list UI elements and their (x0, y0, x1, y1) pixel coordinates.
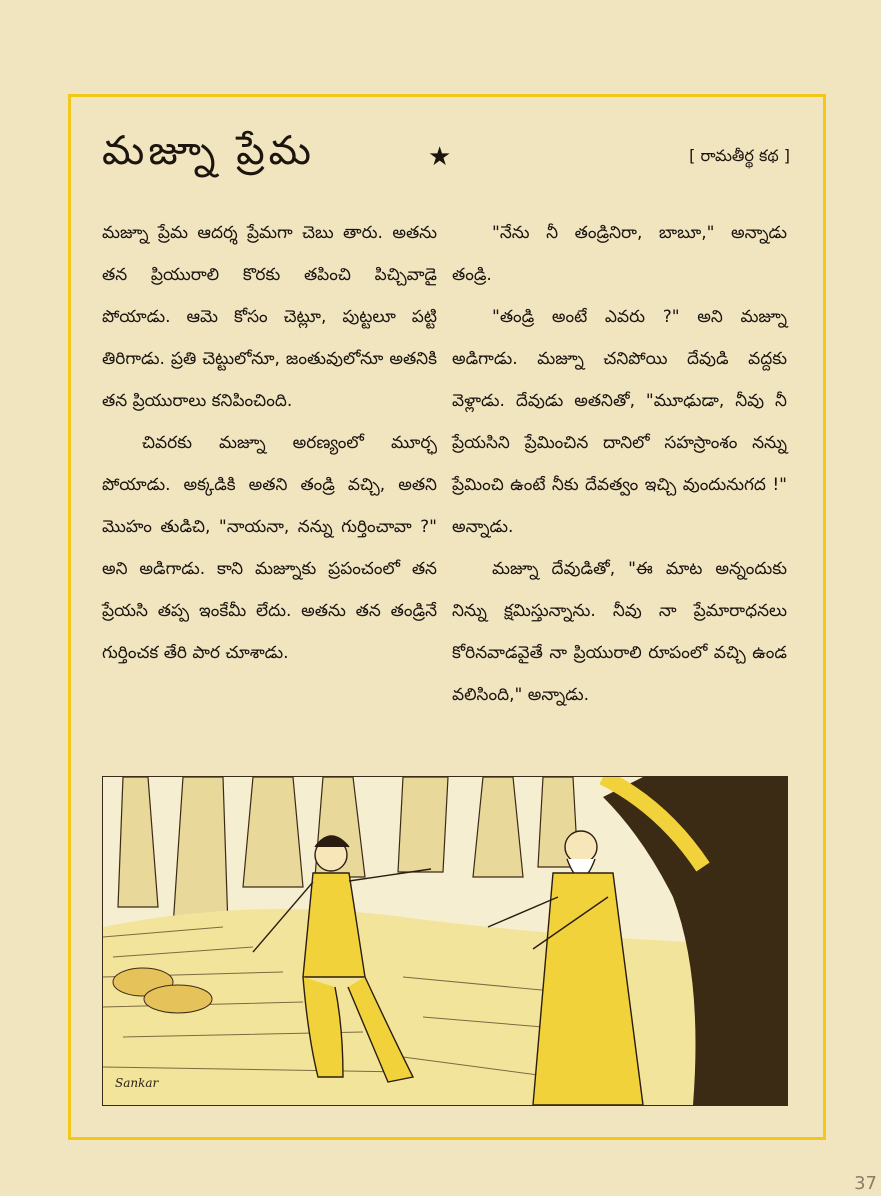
page-number: 37 (854, 1173, 877, 1194)
story-illustration (102, 776, 788, 1106)
left-column (102, 212, 437, 674)
paragraph: "తండ్రి అంటే ఎవరు ?" అని మజ్నూ అడిగాడు. మజ్నూ చనిపోయి దేవుడి వద్దకు వెళ్లాడు. దేవుడు అతనితో, "మూఢుడా, నీవు నీ ప్రేయసిని ప్రేమించిన దానిలో సహస్రాంశం నన్ను ప్రేమించి ఉంటే నీకు దేవత్వం ఇచ్చి వుందునుగద !" అన్నాడు. (452, 307, 787, 537)
right-column (452, 212, 787, 716)
story-series-tag: [ రామతీర్థ కథ ] (689, 146, 790, 165)
artist-signature: Sankar (115, 1076, 159, 1090)
paragraph: మజ్నూ దేవుడితో, "ఈ మాట అన్నందుకు నిన్ను క్షమిస్తున్నాను. నీవు నా ప్రేమారాధనలు కోరినవాడవైతే నా ప్రియురాలి రూపంలో వచ్చి ఉండ వలిసింది," అన్నాడు. (452, 559, 787, 705)
paragraph: "నేను నీ తండ్రినిరా, బాబూ," అన్నాడు తండ్రి. (452, 223, 787, 285)
story-title: మజ్నూ ప్రేమ (102, 128, 315, 174)
story-header (102, 128, 792, 188)
forest-scene-illustration (103, 777, 787, 1105)
paragraph: చివరకు మజ్నూ అరణ్యంలో మూర్ఛ పోయాడు. అక్కడికి అతని తండ్రి వచ్చి, అతని మొహం తుడిచి, "నాయనా, నన్ను గుర్తించావా ?" అని అడిగాడు. కాని మజ్నూకు ప్రపంచంలో తన ప్రేయసి తప్ప ఇంకేమీ లేదు. అతను తన తండ్రినే గుర్తించక తేరి పార చూశాడు. (102, 433, 437, 663)
paragraph: మజ్నూ ప్రేమ ఆదర్శ ప్రేమగా చెబు తారు. అతను తన ప్రియురాలి కొరకు తపించి పిచ్చివాడై పోయాడు. ఆమె కోసం చెట్లూ, పుట్టలూ పట్టి తిరిగాడు. ప్రతి చెట్టులోనూ, జంతువులోనూ అతనికి తన ప్రియురాలు కనిపించింది. (102, 223, 437, 411)
star-icon: ★ (428, 142, 452, 172)
